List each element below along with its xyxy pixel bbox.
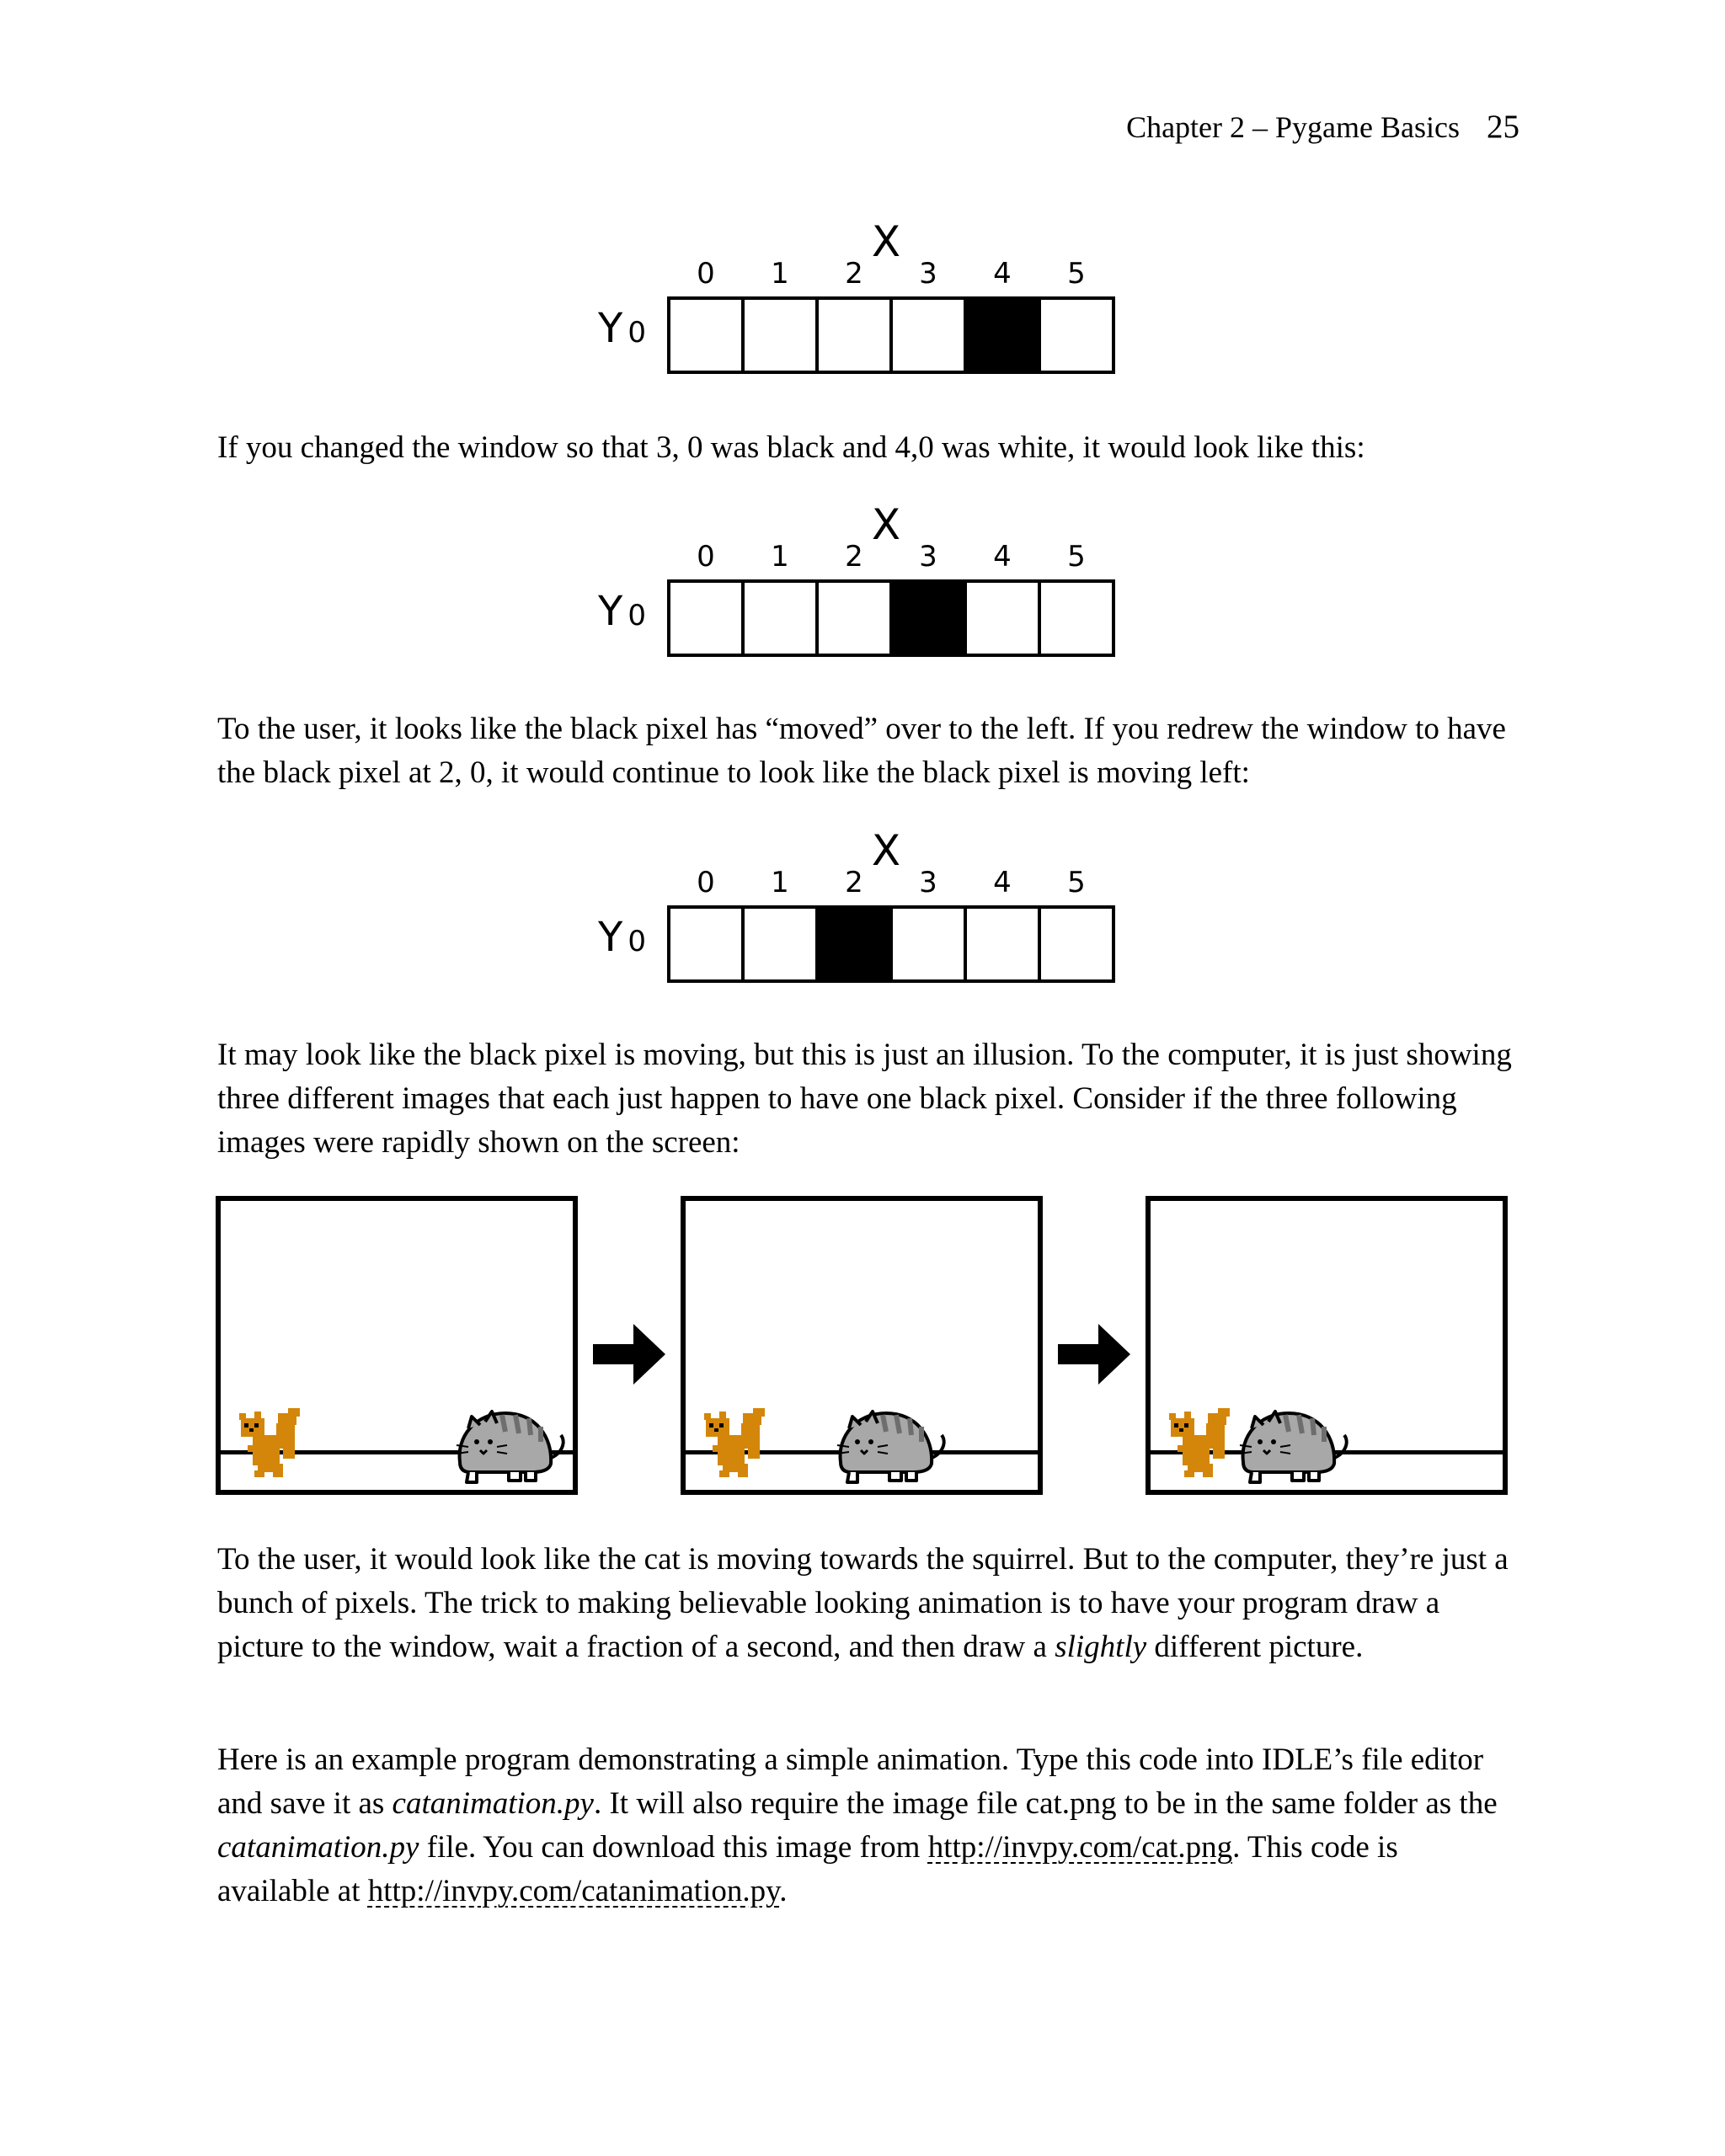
animation-frame-3: [1146, 1196, 1508, 1495]
column-label-4: 4: [993, 257, 1012, 291]
pixel-cell-white: [670, 905, 745, 983]
squirrel-icon: [701, 1406, 773, 1482]
pixel-cell-white: [1041, 579, 1115, 657]
pixel-cell-black: [893, 579, 967, 657]
pixel-cell-white: [1041, 296, 1115, 374]
paragraph-4-text-end: different picture.: [1146, 1630, 1364, 1664]
paragraph-4-text: To the user, it would look like the cat is moving towards the squirrel. But to the computer, they’re just a bunch of pixels. The trick to making believable looking animation is to have your program draw a picture to the window, wait a fraction of a second, and then draw a: [217, 1542, 1509, 1664]
column-label-4: 4: [993, 866, 1012, 899]
column-label-2: 2: [845, 866, 863, 899]
y-label-text: Y: [598, 305, 623, 352]
filename-catanimation: catanimation.py: [392, 1786, 594, 1821]
column-label-2: 2: [845, 540, 863, 574]
pixel-cell-white: [967, 905, 1041, 983]
column-label-0: 0: [697, 866, 715, 899]
column-label-5: 5: [1067, 866, 1086, 899]
y-value: 0: [628, 925, 646, 958]
column-label-1: 1: [771, 257, 789, 291]
pixel-cell-white: [893, 905, 967, 983]
pixel-cell-white: [745, 905, 819, 983]
column-label-4: 4: [993, 540, 1012, 574]
squirrel-icon: [236, 1406, 308, 1482]
animation-frames: [216, 1196, 1513, 1504]
column-label-0: 0: [697, 540, 715, 574]
y-label-text: Y: [598, 914, 623, 961]
pixel-grid-figure-3: [581, 826, 1137, 998]
paragraph-5-text: . It will also require the image file cat.png to be in the same folder as the: [593, 1786, 1498, 1821]
column-label-1: 1: [771, 540, 789, 574]
pixel-cell-white: [967, 579, 1041, 657]
x-axis-label: X: [871, 500, 901, 549]
animation-frame-1: [216, 1196, 578, 1495]
pixel-cell-white: [745, 296, 819, 374]
column-label-0: 0: [697, 257, 715, 291]
paragraph-2: To the user, it looks like the black pixel has “moved” over to the left. If you redrew the window to have the black pixel at 2, 0, it would continue to look like the black pixel is moving left:: [217, 712, 1506, 790]
y-axis-label: [598, 305, 646, 352]
column-label-5: 5: [1067, 257, 1086, 291]
x-axis-label: X: [871, 826, 901, 875]
pixel-cell-black: [819, 905, 893, 983]
pixel-cell-white: [893, 296, 967, 374]
column-label-5: 5: [1067, 540, 1086, 574]
pixel-cell-white: [1041, 905, 1115, 983]
x-axis-label: X: [871, 217, 901, 266]
y-axis-label: [598, 588, 646, 635]
y-label-text: Y: [598, 588, 623, 635]
pixel-cell-white: [819, 296, 893, 374]
cat-png-link[interactable]: http://invpy.com/cat.png: [927, 1830, 1233, 1865]
column-label-1: 1: [771, 866, 789, 899]
column-label-3: 3: [919, 257, 937, 291]
chapter-title: Chapter 2 – Pygame Basics: [1126, 110, 1460, 144]
paragraph-4: [217, 1538, 1514, 1669]
pixel-cell-black: [967, 296, 1041, 374]
emphasis-slightly: slightly: [1055, 1630, 1147, 1664]
pixel-grid-figure-1: [581, 217, 1137, 389]
pixel-cell-white: [670, 579, 745, 657]
pixel-cell-white: [670, 296, 745, 374]
cat-icon: [1233, 1403, 1353, 1487]
pixel-cell-white: [745, 579, 819, 657]
paragraph-3: It may look like the black pixel is moving, but this is just an illusion. To the computer, it is just showing three different images that each just happen to have one black pixel. Consider if the three following images were rapidly shown on the screen:: [217, 1038, 1512, 1160]
column-label-3: 3: [919, 540, 937, 574]
pixel-row: [667, 905, 1115, 983]
pixel-row: [667, 296, 1115, 374]
right-arrow-icon: [1058, 1321, 1134, 1388]
y-axis-label: [598, 914, 646, 961]
column-label-2: 2: [845, 257, 863, 291]
right-arrow-icon: [593, 1321, 669, 1388]
paragraph-5-text: .: [779, 1874, 788, 1908]
pixel-row: [667, 579, 1115, 657]
cat-icon: [830, 1403, 950, 1487]
paragraph-5: [217, 1738, 1514, 1913]
paragraph-5-text: file. You can download this image from: [419, 1830, 928, 1865]
y-value: 0: [628, 599, 646, 632]
pixel-grid-figure-2: [581, 500, 1137, 672]
paragraph-1: If you changed the window so that 3, 0 was black and 4,0 was white, it would look like this:: [217, 430, 1365, 465]
filename-catanimation: catanimation.py: [217, 1830, 419, 1865]
squirrel-icon: [1166, 1406, 1238, 1482]
page-header: [1095, 108, 1519, 146]
paragraph-5-text: Here is an example program demonstrating a simple animation. Type this code into IDLE’s file editor and save it as: [217, 1742, 1484, 1821]
y-value: 0: [628, 316, 646, 350]
pixel-cell-white: [819, 579, 893, 657]
catanimation-link[interactable]: http://invpy.com/catanimation.py: [367, 1874, 780, 1908]
cat-icon: [450, 1403, 569, 1487]
animation-frame-2: [681, 1196, 1043, 1495]
paragraph-5-text: . This code is available at: [217, 1830, 1398, 1908]
page-number: 25: [1487, 109, 1519, 145]
column-label-3: 3: [919, 866, 937, 899]
